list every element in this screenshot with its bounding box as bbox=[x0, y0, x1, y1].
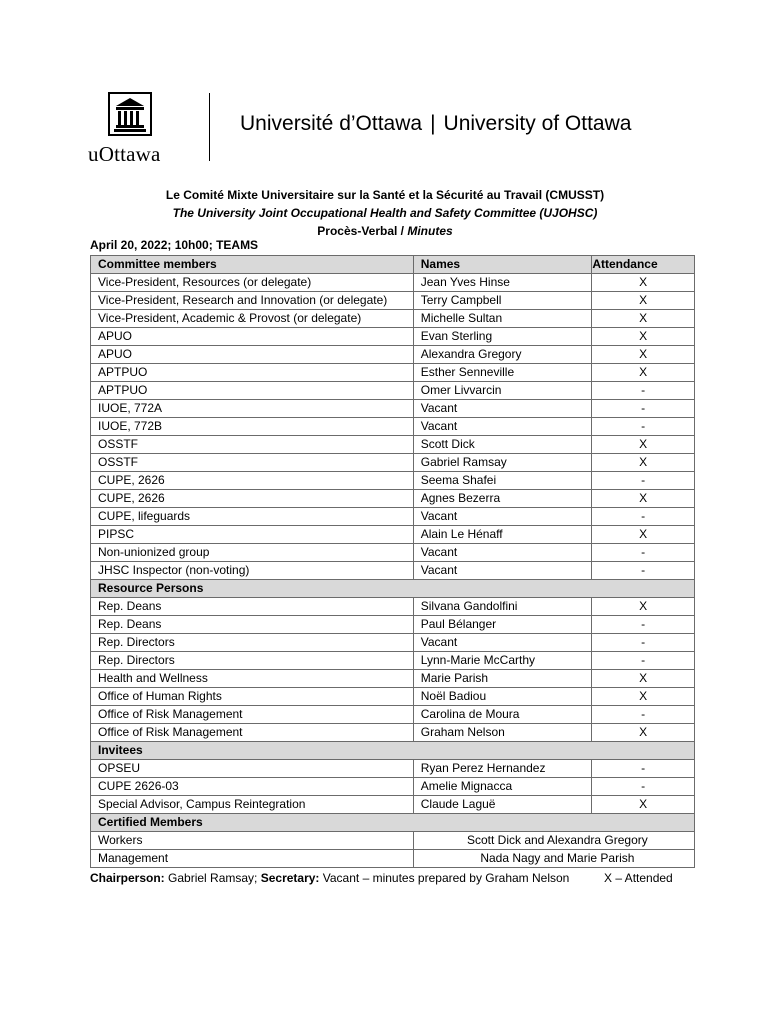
attendance-cell: X bbox=[592, 292, 695, 310]
name-cell: Vacant bbox=[413, 544, 592, 562]
attendance-cell: X bbox=[592, 688, 695, 706]
attendance-cell: - bbox=[592, 382, 695, 400]
table-row bbox=[91, 652, 695, 670]
members-section bbox=[91, 274, 695, 580]
role-cell: Rep. Deans bbox=[91, 616, 414, 634]
document-titles bbox=[0, 186, 770, 240]
uottawa-logo bbox=[88, 92, 178, 168]
section-heading-row bbox=[91, 580, 695, 598]
role-cell: Rep. Directors bbox=[91, 634, 414, 652]
name-cell: Alexandra Gregory bbox=[413, 346, 592, 364]
attendance-cell: X bbox=[592, 364, 695, 382]
attendance-cell: - bbox=[592, 652, 695, 670]
name-cell: Ryan Perez Hernandez bbox=[413, 760, 592, 778]
table-row bbox=[91, 670, 695, 688]
table-row bbox=[91, 544, 695, 562]
role-cell: Health and Wellness bbox=[91, 670, 414, 688]
attendance-cell: - bbox=[592, 706, 695, 724]
table-row bbox=[91, 778, 695, 796]
resource-heading-section bbox=[91, 580, 695, 598]
invitees-section bbox=[91, 760, 695, 814]
attendance-cell: X bbox=[592, 526, 695, 544]
table-header-row bbox=[91, 256, 695, 274]
attendance-cell: X bbox=[592, 670, 695, 688]
attendance-cell: X bbox=[592, 328, 695, 346]
table-row bbox=[91, 292, 695, 310]
role-cell: IUOE, 772A bbox=[91, 400, 414, 418]
attendance-cell: X bbox=[592, 490, 695, 508]
role-cell: Vice-President, Resources (or delegate) bbox=[91, 274, 414, 292]
role-cell: Vice-President, Research and Innovation (or delegate) bbox=[91, 292, 414, 310]
attendance-cell: X bbox=[592, 454, 695, 472]
attendance-cell: X bbox=[592, 346, 695, 364]
university-name bbox=[240, 112, 631, 136]
role-cell: OPSEU bbox=[91, 760, 414, 778]
table-row bbox=[91, 598, 695, 616]
name-cell: Esther Senneville bbox=[413, 364, 592, 382]
committee-name-fr: Le Comité Mixte Universitaire sur la Santé et la Sécurité au Travail (CMUSST) bbox=[165, 188, 605, 202]
group-cell: Workers bbox=[91, 832, 414, 850]
table-row bbox=[91, 616, 695, 634]
university-name-en: University of Ottawa bbox=[443, 112, 632, 135]
attendance-cell: - bbox=[592, 616, 695, 634]
role-cell: APUO bbox=[91, 346, 414, 364]
attendance-cell: X bbox=[592, 796, 695, 814]
logo-wordmark: uOttawa bbox=[88, 142, 161, 166]
name-cell: Michelle Sultan bbox=[413, 310, 592, 328]
table-row bbox=[91, 688, 695, 706]
certified-heading-section bbox=[91, 814, 695, 832]
attendance-table bbox=[90, 255, 695, 868]
chair-label: Chairperson: bbox=[90, 871, 165, 885]
role-cell: APUO bbox=[91, 328, 414, 346]
table-row bbox=[91, 472, 695, 490]
attendance-legend: X – Attended bbox=[604, 871, 673, 885]
committee-name-en: The University Joint Occupational Health and Safety Committee (UJOHSC) bbox=[172, 206, 598, 220]
role-cell: Vice-President, Academic & Provost (or delegate) bbox=[91, 310, 414, 328]
attendance-cell: - bbox=[592, 472, 695, 490]
attendance-cell: - bbox=[592, 508, 695, 526]
name-cell: Paul Bélanger bbox=[413, 616, 592, 634]
name-cell: Marie Parish bbox=[413, 670, 592, 688]
name-cell: Carolina de Moura bbox=[413, 706, 592, 724]
attendance-cell: - bbox=[592, 562, 695, 580]
chair-value: Gabriel Ramsay; bbox=[164, 871, 261, 885]
attendance-cell: - bbox=[592, 778, 695, 796]
certified-section bbox=[91, 832, 695, 868]
role-cell: Rep. Deans bbox=[91, 598, 414, 616]
document-type-en: Minutes bbox=[407, 224, 453, 238]
secretary-value: Vacant – minutes prepared by Graham Nelson bbox=[319, 871, 570, 885]
name-cell: Vacant bbox=[413, 562, 592, 580]
name-cell: Terry Campbell bbox=[413, 292, 592, 310]
name-cell: Alain Le Hénaff bbox=[413, 526, 592, 544]
resource-section bbox=[91, 598, 695, 742]
name-cell: Vacant bbox=[413, 418, 592, 436]
role-cell: APTPUO bbox=[91, 382, 414, 400]
table-row bbox=[91, 382, 695, 400]
role-cell: Office of Risk Management bbox=[91, 706, 414, 724]
table-row bbox=[91, 274, 695, 292]
table-row bbox=[91, 310, 695, 328]
attendance-cell: X bbox=[592, 724, 695, 742]
column-header-names: Names bbox=[413, 256, 592, 274]
section-heading-resource: Resource Persons bbox=[91, 580, 695, 598]
table-row bbox=[91, 706, 695, 724]
section-heading-row bbox=[91, 814, 695, 832]
table-row bbox=[91, 526, 695, 544]
name-cell: Silvana Gandolfini bbox=[413, 598, 592, 616]
role-cell: OSSTF bbox=[91, 436, 414, 454]
column-header-attendance: Attendance bbox=[592, 256, 695, 274]
name-cell: Jean Yves Hinse bbox=[413, 274, 592, 292]
certified-names-cell: Scott Dick and Alexandra Gregory bbox=[413, 832, 694, 850]
group-cell: Management bbox=[91, 850, 414, 868]
table-row bbox=[91, 364, 695, 382]
table-row bbox=[91, 508, 695, 526]
section-heading-certified: Certified Members bbox=[91, 814, 695, 832]
table-row bbox=[91, 850, 695, 868]
role-cell: Special Advisor, Campus Reintegration bbox=[91, 796, 414, 814]
role-cell: OSSTF bbox=[91, 454, 414, 472]
name-cell: Scott Dick bbox=[413, 436, 592, 454]
attendance-cell: - bbox=[592, 760, 695, 778]
role-cell: CUPE 2626-03 bbox=[91, 778, 414, 796]
role-cell: JHSC Inspector (non-voting) bbox=[91, 562, 414, 580]
meeting-info: April 20, 2022; 10h00; TEAMS bbox=[90, 238, 259, 252]
name-cell: Agnes Bezerra bbox=[413, 490, 592, 508]
attendance-cell: X bbox=[592, 436, 695, 454]
role-cell: Rep. Directors bbox=[91, 652, 414, 670]
name-cell: Evan Sterling bbox=[413, 328, 592, 346]
role-cell: APTPUO bbox=[91, 364, 414, 382]
role-cell: IUOE, 772B bbox=[91, 418, 414, 436]
role-cell: Non-unionized group bbox=[91, 544, 414, 562]
table-row bbox=[91, 724, 695, 742]
name-cell: Graham Nelson bbox=[413, 724, 592, 742]
table-row bbox=[91, 418, 695, 436]
name-cell: Gabriel Ramsay bbox=[413, 454, 592, 472]
secretary-label: Secretary: bbox=[260, 871, 320, 885]
role-cell: Office of Human Rights bbox=[91, 688, 414, 706]
attendance-cell: X bbox=[592, 310, 695, 328]
attendance-cell: - bbox=[592, 418, 695, 436]
header-divider bbox=[209, 93, 210, 161]
section-heading-invitees: Invitees bbox=[91, 742, 695, 760]
attendance-cell: - bbox=[592, 634, 695, 652]
table-row bbox=[91, 796, 695, 814]
name-cell: Vacant bbox=[413, 508, 592, 526]
attendance-cell: X bbox=[592, 274, 695, 292]
university-building-icon bbox=[108, 92, 152, 136]
table-row bbox=[91, 832, 695, 850]
attendance-cell: - bbox=[592, 400, 695, 418]
attendance-cell: X bbox=[592, 598, 695, 616]
attendance-cell: - bbox=[592, 544, 695, 562]
name-cell: Vacant bbox=[413, 634, 592, 652]
name-cell: Claude Laguë bbox=[413, 796, 592, 814]
name-cell: Amelie Mignacca bbox=[413, 778, 592, 796]
name-cell: Noël Badiou bbox=[413, 688, 592, 706]
name-cell: Vacant bbox=[413, 400, 592, 418]
certified-names-cell: Nada Nagy and Marie Parish bbox=[413, 850, 694, 868]
document-type-fr: Procès-Verbal / bbox=[317, 224, 408, 238]
university-name-fr: Université d’Ottawa bbox=[240, 112, 423, 135]
invitees-heading-section bbox=[91, 742, 695, 760]
title-separator: | bbox=[430, 112, 436, 135]
table-row bbox=[91, 634, 695, 652]
table-row bbox=[91, 400, 695, 418]
name-cell: Omer Livvarcin bbox=[413, 382, 592, 400]
table-row bbox=[91, 760, 695, 778]
table-row bbox=[91, 328, 695, 346]
table-row bbox=[91, 562, 695, 580]
role-cell: PIPSC bbox=[91, 526, 414, 544]
table-row bbox=[91, 490, 695, 508]
table-row bbox=[91, 436, 695, 454]
name-cell: Seema Shafei bbox=[413, 472, 592, 490]
footer-chair-secretary bbox=[90, 871, 569, 885]
column-header-members: Committee members bbox=[91, 256, 414, 274]
role-cell: Office of Risk Management bbox=[91, 724, 414, 742]
role-cell: CUPE, 2626 bbox=[91, 472, 414, 490]
table-row bbox=[91, 454, 695, 472]
role-cell: CUPE, lifeguards bbox=[91, 508, 414, 526]
table-row bbox=[91, 346, 695, 364]
name-cell: Lynn-Marie McCarthy bbox=[413, 652, 592, 670]
role-cell: CUPE, 2626 bbox=[91, 490, 414, 508]
section-heading-row bbox=[91, 742, 695, 760]
